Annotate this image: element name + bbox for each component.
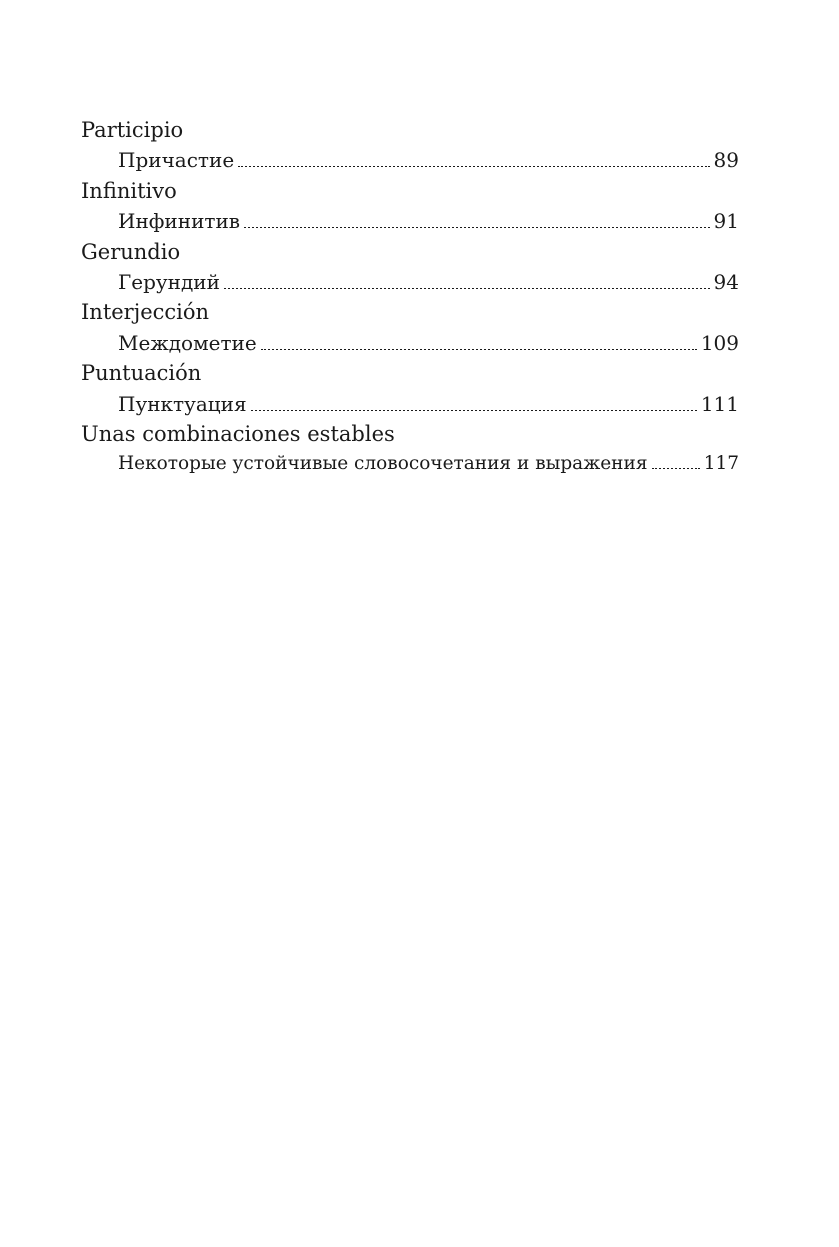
dot-leader: [224, 288, 710, 289]
toc-page-number: 117: [703, 453, 739, 475]
toc-subentry[interactable]: [81, 328, 739, 358]
toc-page-number: 94: [713, 269, 739, 294]
dot-leader: [261, 349, 697, 350]
toc-heading: Participio: [81, 118, 184, 142]
toc-heading: Gerundio: [81, 239, 181, 264]
dot-leader: [244, 227, 709, 228]
toc-subentry-title: Причастие: [118, 148, 235, 173]
toc-heading: Infinitivo: [81, 178, 177, 203]
toc-entry-participio: [81, 115, 739, 176]
toc-entry-interjeccion: [81, 297, 739, 358]
toc-subentry-title: Некоторые устойчивые словосочетания и выражения: [118, 453, 648, 475]
toc-page-number: 89: [713, 148, 739, 173]
toc-heading: Interjección: [81, 300, 210, 325]
toc-entry-gerundio: [81, 237, 739, 298]
toc-page-number: 109: [700, 330, 739, 355]
toc-subentry-title: Междометие: [118, 330, 257, 355]
toc-subentry-title: Инфинитив: [118, 209, 241, 234]
toc-subentry[interactable]: [81, 389, 739, 419]
toc-heading: Puntuación: [81, 361, 202, 386]
toc-heading: Unas combinaciones estables: [81, 421, 395, 446]
toc-entry-combinaciones: [81, 419, 739, 480]
dot-leader: [652, 468, 700, 469]
toc-subentry[interactable]: [81, 267, 739, 297]
dot-leader: [251, 410, 697, 411]
toc-subentry[interactable]: [81, 206, 739, 236]
toc-subentry[interactable]: [81, 449, 739, 479]
table-of-contents: [81, 115, 739, 480]
toc-page-number: 111: [700, 391, 739, 416]
toc-entry-puntuacion: [81, 358, 739, 419]
dot-leader: [238, 166, 709, 167]
toc-page-number: 91: [713, 209, 739, 234]
toc-subentry-title: Герундий: [118, 269, 220, 294]
toc-subentry-title: Пунктуация: [118, 391, 247, 416]
toc-entry-infinitivo: [81, 176, 739, 237]
toc-subentry[interactable]: [81, 145, 739, 175]
